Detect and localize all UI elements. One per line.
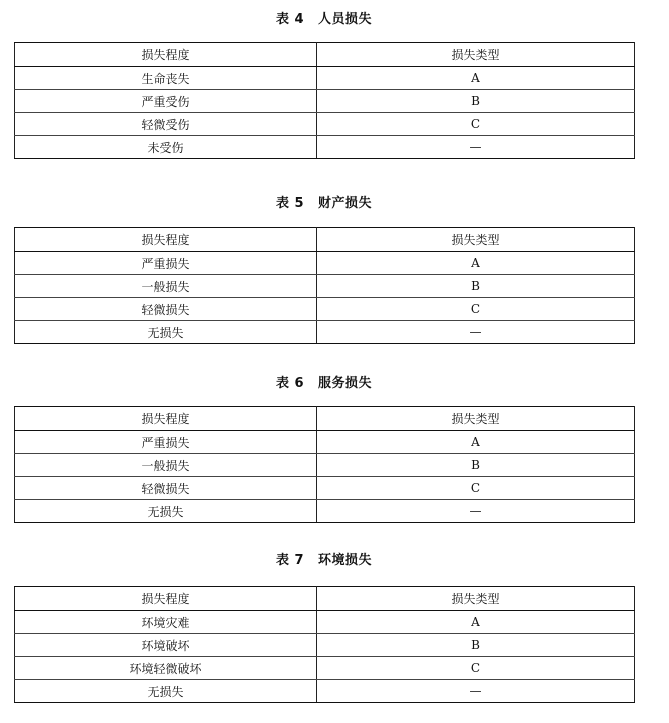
table-row [15,477,635,500]
cell-loss-type: B [317,90,635,113]
header-loss-type: 损失类型 [317,228,635,252]
table-number: 表 4 [275,12,305,27]
cell-loss-type: B [317,634,635,657]
cell-loss-degree: 轻微受伤 [15,113,317,136]
table-caption [14,12,634,28]
table-row [15,634,635,657]
cell-loss-degree: 环境破坏 [15,634,317,657]
cell-loss-type: A [317,67,635,90]
header-loss-degree: 损失程度 [15,43,317,67]
header-loss-type: 损失类型 [317,587,635,611]
table-row [15,454,635,477]
header-loss-degree: 损失程度 [15,407,317,431]
table-row [15,321,635,344]
header-loss-type: 损失类型 [317,407,635,431]
cell-loss-type: — [317,680,635,703]
cell-loss-degree: 无损失 [15,500,317,523]
loss-table [14,42,635,159]
cell-loss-type: C [317,477,635,500]
loss-table [14,227,635,344]
table-header-row [15,43,635,67]
table-caption [14,196,634,212]
table-row [15,500,635,523]
table-title: 财产损失 [318,196,373,211]
cell-loss-type: A [317,252,635,275]
loss-table [14,406,635,523]
table-header-row [15,228,635,252]
table-row [15,431,635,454]
table-number: 表 5 [275,196,305,211]
cell-loss-type: — [317,500,635,523]
cell-loss-degree: 一般损失 [15,454,317,477]
cell-loss-type: — [317,136,635,159]
cell-loss-degree: 严重受伤 [15,90,317,113]
table-row [15,113,635,136]
table-caption [14,376,634,392]
cell-loss-degree: 无损失 [15,680,317,703]
cell-loss-degree: 无损失 [15,321,317,344]
cell-loss-degree: 严重损失 [15,252,317,275]
table-row [15,680,635,703]
table-row [15,67,635,90]
table-row [15,657,635,680]
cell-loss-type: — [317,321,635,344]
table-row [15,611,635,634]
table-row [15,252,635,275]
table-header-row [15,587,635,611]
cell-loss-type: B [317,454,635,477]
header-loss-degree: 损失程度 [15,228,317,252]
table-title: 服务损失 [318,376,373,391]
cell-loss-type: A [317,611,635,634]
table-title: 人员损失 [318,12,373,27]
table-row [15,90,635,113]
cell-loss-type: B [317,275,635,298]
cell-loss-degree: 严重损失 [15,431,317,454]
table-header-row [15,407,635,431]
cell-loss-degree: 轻微损失 [15,298,317,321]
table-number: 表 7 [275,553,305,568]
cell-loss-degree: 轻微损失 [15,477,317,500]
cell-loss-type: C [317,657,635,680]
cell-loss-degree: 生命丧失 [15,67,317,90]
table-row [15,136,635,159]
cell-loss-type: C [317,298,635,321]
cell-loss-degree: 一般损失 [15,275,317,298]
table-title: 环境损失 [318,553,373,568]
table-row [15,298,635,321]
header-loss-degree: 损失程度 [15,587,317,611]
loss-table [14,586,635,703]
table-row [15,275,635,298]
cell-loss-type: C [317,113,635,136]
header-loss-type: 损失类型 [317,43,635,67]
cell-loss-type: A [317,431,635,454]
cell-loss-degree: 环境灾难 [15,611,317,634]
table-caption [14,553,634,569]
cell-loss-degree: 环境轻微破坏 [15,657,317,680]
table-number: 表 6 [275,376,305,391]
cell-loss-degree: 未受伤 [15,136,317,159]
